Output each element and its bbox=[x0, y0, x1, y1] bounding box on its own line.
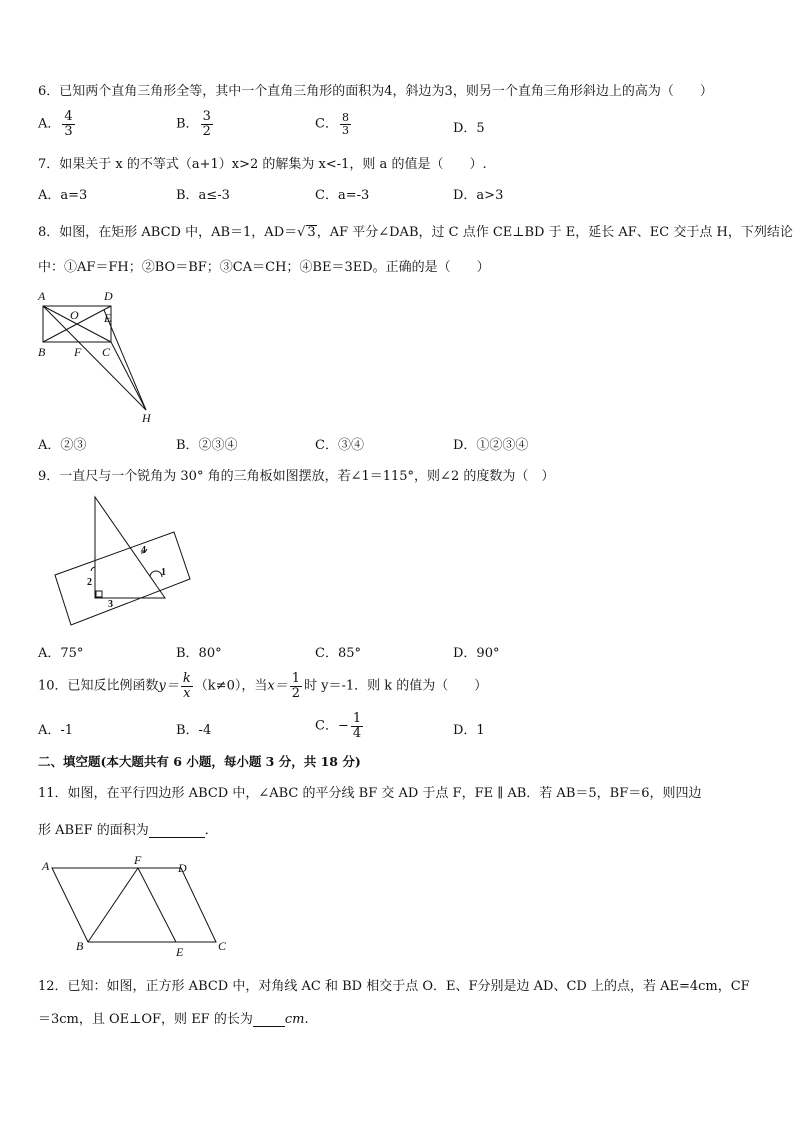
q10-option-c-den: 4 bbox=[352, 725, 362, 741]
q9-angle-2-arc bbox=[91, 567, 95, 571]
q8-line-ch bbox=[111, 342, 146, 410]
q12-stem-line2 bbox=[38, 1013, 309, 1027]
q8-label-b: B bbox=[38, 345, 46, 359]
q10-y-equals: y＝ bbox=[158, 678, 179, 694]
q11-label-a: A bbox=[42, 859, 50, 873]
q11-line-bf bbox=[88, 868, 138, 942]
q7-option-b[interactable]: B．a≤-3 bbox=[176, 188, 230, 203]
q8-line-eh bbox=[104, 310, 146, 410]
q10-stem-mid: （k≠0），当 bbox=[194, 678, 268, 694]
q8-label-a: A bbox=[38, 289, 46, 303]
q11-label-b: B bbox=[76, 939, 84, 953]
q8-stem-pre: 8．如图，在矩形 ABCD 中，AB＝1，AD＝ bbox=[38, 225, 298, 240]
q8-option-d[interactable]: D．①②③④ bbox=[453, 438, 529, 453]
q9-right-angle-mark bbox=[96, 591, 102, 597]
q10-k-over-x bbox=[181, 672, 193, 700]
q8-stem-line2: 中：①AF＝FH；②BO＝BF；③CA＝CH；④BE＝3ED。正确的是（ ） bbox=[38, 260, 490, 275]
q11-parallelogram bbox=[52, 868, 216, 942]
q8-label-f: F bbox=[74, 345, 82, 359]
q8-label-c: C bbox=[102, 345, 111, 359]
q10-option-c-num: 1 bbox=[352, 711, 362, 726]
q10-stem-post: 时 y＝-1．则 k 的值为（ ） bbox=[303, 678, 488, 694]
q12-stem-pre: ＝3cm，且 OE⊥OF，则 EF 的长为 bbox=[38, 1012, 253, 1027]
q10-k-num: k bbox=[182, 671, 191, 686]
q11-answer-blank[interactable] bbox=[149, 824, 205, 838]
q8-sqrt-value: 3 bbox=[307, 225, 316, 240]
q11-stem-line2 bbox=[38, 824, 218, 838]
q8-stem-post: ，AF 平分∠DAB，过 C 点作 CE⊥BD 于 E，延长 AF、EC 交于点 H，下列结论 bbox=[316, 225, 793, 240]
q10-option-c-fraction bbox=[351, 712, 363, 740]
q8-line-ah bbox=[43, 306, 146, 410]
q10-stem-pre: 10．已知反比例函数 bbox=[38, 678, 159, 694]
q9-label-1: 1 bbox=[161, 567, 166, 578]
section-heading-fill-blank: 二、填空题(本大题共有 6 小题，每小题 3 分，共 18 分) bbox=[38, 754, 361, 769]
q6-option-b-label: B． bbox=[176, 116, 199, 132]
q12-stem-post: cm. bbox=[284, 1012, 309, 1027]
q10-k-den: x bbox=[183, 685, 191, 701]
q10-option-a[interactable]: A．-1 bbox=[38, 723, 74, 738]
q9-ruler bbox=[55, 532, 190, 625]
q6-option-c-label: C． bbox=[315, 116, 338, 132]
q6-option-a-label: A． bbox=[38, 116, 61, 132]
q7-option-a[interactable]: A．a=3 bbox=[38, 188, 88, 203]
q10-option-c[interactable] bbox=[315, 712, 365, 740]
q10-option-d[interactable]: D．1 bbox=[453, 723, 485, 738]
q9-stem: 9．一直尺与一个锐角为 30° 角的三角板如图摆放，若∠1＝115°，则∠2 的度数为（ ） bbox=[38, 469, 555, 484]
q9-label-4: 4 bbox=[141, 545, 146, 556]
q11-line-fe bbox=[138, 868, 176, 942]
q11-stem-line1: 11．如图，在平行四边形 ABCD 中，∠ABC 的平分线 BF 交 AD 于点 F，FE ∥ AB．若 AB＝5，BF＝6，则四边 bbox=[38, 786, 702, 801]
q9-option-d[interactable]: D．90° bbox=[453, 646, 500, 661]
q8-figure bbox=[34, 286, 174, 426]
q6-option-c-den: 3 bbox=[341, 123, 349, 137]
q11-label-e: E bbox=[176, 945, 184, 959]
q9-figure bbox=[50, 495, 210, 635]
q8-label-e: E bbox=[104, 311, 112, 325]
q7-option-c[interactable]: C．a=-3 bbox=[315, 188, 370, 203]
q6-option-a-num: 4 bbox=[64, 109, 73, 124]
q8-label-o: O bbox=[70, 308, 79, 322]
q8-label-d: D bbox=[104, 289, 113, 303]
q7-option-d[interactable]: D．a>3 bbox=[453, 188, 504, 203]
q10-option-b[interactable]: B．-4 bbox=[176, 723, 212, 738]
q11-label-c: C bbox=[218, 939, 227, 953]
q6-option-b-den: 2 bbox=[202, 123, 211, 139]
q9-label-3: 3 bbox=[108, 599, 113, 610]
q12-answer-blank[interactable] bbox=[253, 1013, 285, 1027]
q10-x-den: 2 bbox=[291, 685, 300, 701]
q6-stem: 6．已知两个直角三角形全等，其中一个直角三角形的面积为4，斜边为3，则另一个直角三角形斜边上的高为（ ） bbox=[38, 84, 713, 99]
q6-option-d[interactable]: D．5 bbox=[453, 121, 485, 136]
q8-option-a[interactable]: A．②③ bbox=[38, 438, 87, 453]
q11-stem-post: ． bbox=[204, 823, 218, 838]
q6-option-a-den: 3 bbox=[64, 123, 73, 139]
q6-option-c-fraction bbox=[340, 112, 351, 136]
q9-option-b[interactable]: B．80° bbox=[176, 646, 222, 661]
q8-sqrt-symbol: √ bbox=[297, 225, 306, 240]
q8-stem-line1 bbox=[38, 225, 793, 239]
q7-stem: 7．如果关于 x 的不等式（a+1）x>2 的解集为 x<-1，则 a 的值是（ ）. bbox=[38, 157, 487, 172]
q9-label-2: 2 bbox=[87, 577, 92, 588]
q10-x-equals: x＝ bbox=[267, 678, 288, 694]
q12-stem-line1: 12．已知：如图，正方形 ABCD 中，对角线 AC 和 BD 相交于点 O．E、F分别是边 AD、CD 上的点，若 AE=4cm，CF bbox=[38, 979, 750, 994]
q8-option-b[interactable]: B．②③④ bbox=[176, 438, 238, 453]
q6-option-b[interactable] bbox=[176, 110, 215, 138]
q6-option-b-num: 3 bbox=[202, 109, 211, 124]
q11-stem-pre: 形 ABEF 的面积为 bbox=[38, 823, 149, 838]
q6-option-c-num: 8 bbox=[341, 111, 349, 124]
q6-option-a-fraction bbox=[62, 110, 74, 138]
q9-option-c[interactable]: C．85° bbox=[315, 646, 361, 661]
q11-label-d: D bbox=[178, 861, 187, 875]
q6-option-a[interactable] bbox=[38, 110, 77, 138]
q9-option-a[interactable]: A．75° bbox=[38, 646, 84, 661]
q9-triangle bbox=[95, 497, 165, 598]
q10-x-fraction bbox=[290, 672, 302, 700]
q6-option-b-fraction bbox=[201, 110, 213, 138]
q10-stem bbox=[38, 672, 487, 700]
q8-option-c[interactable]: C．③④ bbox=[315, 438, 364, 453]
q10-option-c-label: C．− bbox=[315, 718, 349, 734]
q6-option-c[interactable] bbox=[315, 112, 353, 136]
q8-label-h: H bbox=[142, 411, 151, 425]
q10-x-num: 1 bbox=[291, 671, 300, 686]
q11-figure bbox=[36, 852, 236, 962]
q11-label-f: F bbox=[134, 853, 142, 867]
